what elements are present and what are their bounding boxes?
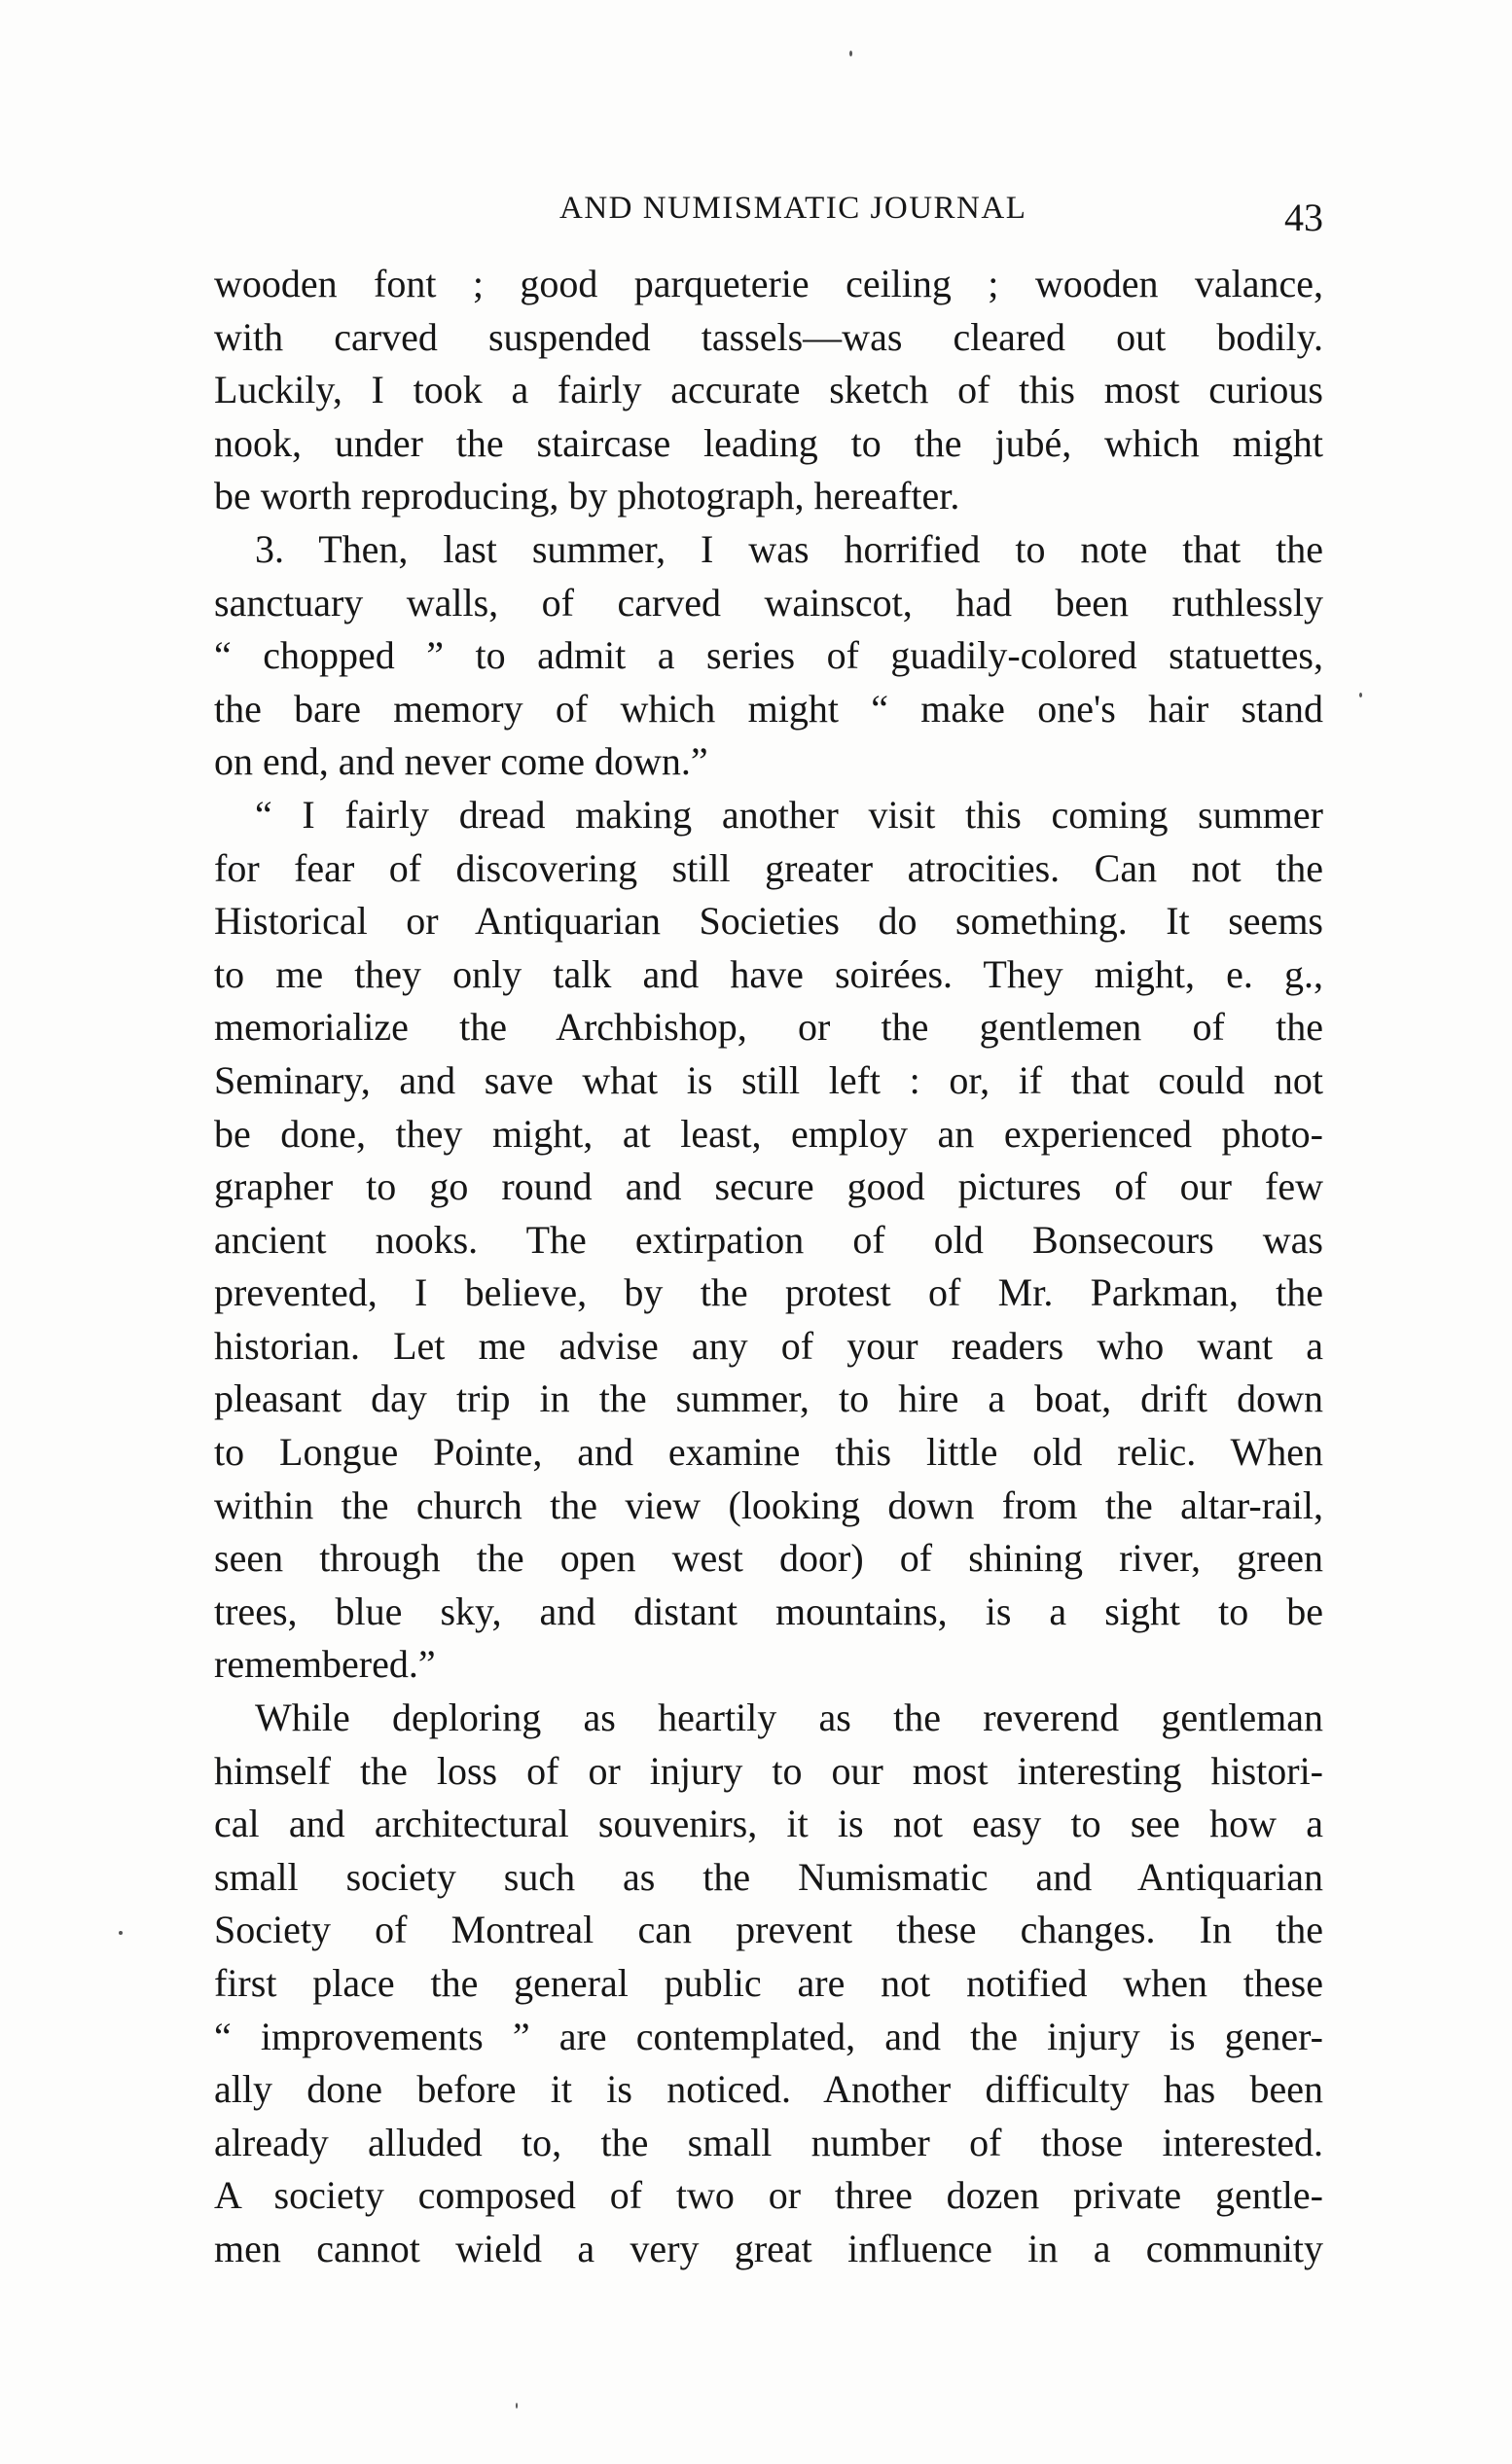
body-text	[214, 258, 1323, 2276]
text-line: for fear of discovering still greater atrocities. Can not the	[214, 845, 1323, 890]
text-line: Seminary, and save what is still left : or, if that could not	[214, 1057, 1323, 1102]
text-line: to me they only talk and have soirées. They might, e. g.,	[214, 951, 1323, 996]
text-line: Luckily, I took a fairly accurate sketch of this most curious	[214, 368, 1323, 412]
text-line: “ improvements ” are contemplated, and the injury is gener-	[214, 2014, 1323, 2058]
text-line: remembered.”	[214, 1642, 436, 1687]
text-line: men cannot wield a very great influence in a community	[214, 2226, 1323, 2270]
text-line: be worth reproducing, by photograph, hereafter.	[214, 474, 960, 518]
text-line: trees, blue sky, and distant mountains, is a sight to be	[214, 1589, 1323, 1633]
text-line: “ chopped ” to admit a series of guadily-colored statuettes,	[214, 633, 1323, 678]
print-speck	[119, 1931, 123, 1935]
text-line: A society composed of two or three dozen private gentle-	[214, 2173, 1323, 2218]
paragraph-commentary	[214, 1692, 1323, 2276]
text-line: with carved suspended tassels—was cleared out bodily.	[214, 314, 1323, 359]
text-line: “ I fairly dread making another visit this coming summer	[255, 792, 1323, 837]
text-line: small society such as the Numismatic and Antiquarian	[214, 1854, 1323, 1899]
text-line: While deploring as heartily as the reverend gentleman	[255, 1696, 1323, 1740]
print-speck	[1359, 693, 1362, 697]
running-head	[224, 185, 1323, 243]
print-speck	[849, 51, 852, 56]
text-line: cal and architectural souvenirs, it is not easy to see how a	[214, 1802, 1323, 1846]
text-line: on end, and never come down.”	[214, 739, 708, 784]
text-line: memorialize the Archbishop, or the gentlemen of the	[214, 1005, 1323, 1050]
paragraph-continued	[214, 258, 1323, 523]
text-line: ally done before it is noticed. Another difficulty has been	[214, 2067, 1323, 2112]
text-line: sanctuary walls, of carved wainscot, had been ruthlessly	[214, 580, 1323, 625]
text-line: already alluded to, the small number of those interested.	[214, 2120, 1323, 2164]
running-title: AND NUMISMATIC JOURNAL	[559, 191, 1027, 226]
text-line: Historical or Antiquarian Societies do something. It seems	[214, 899, 1323, 944]
text-line: the bare memory of which might “ make one's hair stand	[214, 686, 1323, 731]
page-number: 43	[1284, 196, 1323, 239]
text-line: within the church the view (looking down from the altar-rail,	[214, 1482, 1323, 1527]
text-line: ancient nooks. The extirpation of old Bonsecours was	[214, 1217, 1323, 1262]
text-line: be done, they might, at least, employ an experienced photo-	[214, 1111, 1323, 1156]
paragraph-quotation	[214, 789, 1323, 1692]
text-line: first place the general public are not notified when these	[214, 1961, 1323, 2005]
text-line: pleasant day trip in the summer, to hire a boat, drift down	[214, 1376, 1323, 1421]
text-line: prevented, I believe, by the protest of Mr. Parkman, the	[214, 1270, 1323, 1315]
text-line: grapher to go round and secure good pictures of our few	[214, 1164, 1323, 1209]
text-line: to Longue Pointe, and examine this little old relic. When	[214, 1430, 1323, 1475]
text-line: Society of Montreal can prevent these changes. In the	[214, 1908, 1323, 1952]
text-line: himself the loss of or injury to our most interesting histori-	[214, 1748, 1323, 1793]
text-line: nook, under the staircase leading to the jubé, which might	[214, 420, 1323, 465]
paragraph-item-3	[214, 523, 1323, 789]
text-line: wooden font ; good parqueterie ceiling ; wooden valance,	[214, 262, 1323, 305]
text-line: historian. Let me advise any of your readers who want a	[214, 1323, 1323, 1368]
text-line: 3. Then, last summer, I was horrified to note that the	[255, 526, 1323, 571]
print-speck	[516, 2403, 518, 2409]
text-line: seen through the open west door) of shining river, green	[214, 1536, 1323, 1581]
